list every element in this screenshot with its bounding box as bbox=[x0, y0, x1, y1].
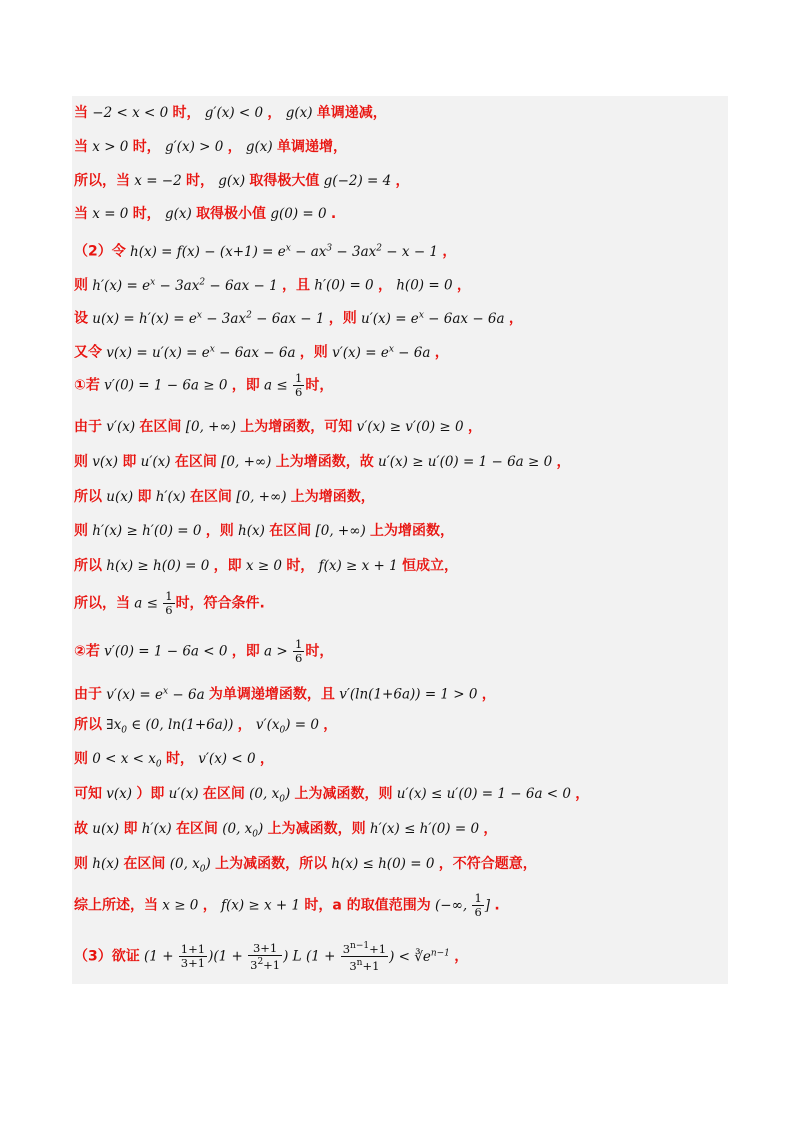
chinese-text: 由于 bbox=[74, 686, 102, 703]
fraction: $\frac{1}{6}$ bbox=[474, 891, 482, 919]
math-expression: $h(x) = f(x) - (x+1) = e^x - ax^3 - 3ax^2 - x - 1$ bbox=[125, 243, 443, 260]
chinese-text: 时， bbox=[172, 105, 201, 121]
solution-line bbox=[74, 414, 482, 440]
chinese-text: 由于 bbox=[74, 419, 102, 435]
chinese-text: 所以，当 bbox=[74, 173, 130, 189]
math-expression: h′(0) = 0 bbox=[309, 277, 378, 294]
chinese-text: 上为增函数，可知 bbox=[240, 419, 353, 435]
chinese-text: 为单调递增函数，且 bbox=[208, 686, 335, 703]
chinese-text: 取得极大值 bbox=[249, 173, 320, 189]
math-expression: x ≥ 0 bbox=[241, 558, 287, 574]
chinese-text: 时，符合条件. bbox=[175, 595, 265, 612]
math-expression: h′(x) bbox=[137, 821, 176, 837]
math-expression: g(x) bbox=[281, 105, 317, 121]
math-expression: v′(x) ≥ v′(0) ≥ 0 bbox=[352, 419, 468, 435]
solution-line bbox=[74, 235, 456, 261]
chinese-text: 则 bbox=[74, 454, 88, 470]
chinese-text: ①若 bbox=[74, 377, 100, 394]
solution-line bbox=[74, 892, 500, 918]
chinese-text: 即 bbox=[122, 454, 137, 470]
solution-line bbox=[74, 940, 469, 973]
chinese-text: 当 bbox=[74, 105, 88, 121]
math-expression: x = −2 bbox=[130, 173, 186, 189]
math-expression: x > 0 bbox=[88, 139, 133, 155]
math-expression: (0, $x_0$) bbox=[165, 856, 216, 875]
chinese-text: 在区间 bbox=[175, 821, 218, 837]
math-expression: v′(ln(1+6a)) = 1 > 0 bbox=[334, 686, 482, 703]
math-expression: u′(x) ≤ u′(0) = 1 − 6a < 0 bbox=[392, 786, 576, 802]
solution-line bbox=[74, 100, 387, 126]
math-expression: −2 < x < 0 bbox=[88, 105, 173, 121]
solution-line bbox=[74, 553, 458, 579]
solution-line bbox=[74, 781, 589, 807]
chinese-text: ， bbox=[259, 751, 274, 767]
chinese-text: 取得极小值 bbox=[196, 206, 267, 222]
math-expression: u′(x) bbox=[164, 786, 203, 802]
math-expression: (−∞, bbox=[430, 897, 472, 914]
fraction: $\frac{3^{n-1}+1}{3^n+1}$ bbox=[342, 941, 387, 973]
chinese-text: ， bbox=[377, 277, 392, 294]
chinese-text: ， bbox=[575, 786, 590, 802]
chinese-text: 设 bbox=[74, 310, 88, 327]
math-expression: [0, +∞) bbox=[216, 454, 276, 470]
chinese-text: ， bbox=[467, 419, 482, 435]
math-expression: [0, +∞) bbox=[311, 523, 371, 539]
math-expression: $v(x) = u'(x) = e^x - 6ax - 6a$ bbox=[102, 344, 300, 361]
math-expression: h(x) ≤ h(0) = 0 bbox=[327, 856, 439, 872]
chinese-text: 在区间 bbox=[269, 523, 312, 539]
math-expression: u′(x) bbox=[136, 454, 175, 470]
math-expression: [0, +∞) bbox=[231, 489, 291, 505]
solution-line bbox=[74, 484, 375, 510]
chinese-text: 单调递增， bbox=[276, 139, 347, 155]
chinese-text: （3）欲证 bbox=[74, 948, 140, 965]
math-expression: v(x) bbox=[88, 454, 123, 470]
chinese-text: ， bbox=[267, 105, 282, 121]
solution-line bbox=[74, 638, 333, 664]
solution-line bbox=[74, 712, 337, 738]
math-expression: a ≤ bbox=[130, 595, 163, 612]
chinese-text: 即 bbox=[123, 821, 138, 837]
chinese-text: 综上所述，当 bbox=[74, 897, 158, 914]
math-expression: u′(x) ≥ u′(0) = 1 − 6a ≥ 0 bbox=[373, 454, 557, 470]
solution-line bbox=[74, 590, 265, 616]
solution-line bbox=[74, 201, 336, 227]
chinese-text: 在区间 bbox=[189, 489, 232, 505]
chinese-text: 所以 bbox=[74, 717, 102, 733]
solution-line bbox=[74, 269, 471, 295]
chinese-text: 则 bbox=[74, 751, 88, 767]
chinese-text: 上为增函数， bbox=[370, 523, 455, 539]
solution-line bbox=[74, 168, 410, 194]
chinese-text: ， bbox=[508, 310, 523, 327]
math-expression: h′(x) ≤ h′(0) = 0 bbox=[365, 821, 484, 837]
chinese-text: ， bbox=[456, 277, 471, 294]
math-expression: [0, +∞) bbox=[181, 419, 241, 435]
solution-line bbox=[74, 816, 497, 842]
math-expression: v′(x) bbox=[102, 419, 140, 435]
chinese-text: ， bbox=[395, 173, 410, 189]
math-expression: $h'(x) = e^x - 3ax^2 - 6ax - 1$ bbox=[88, 277, 282, 294]
solution-line bbox=[74, 372, 333, 398]
chinese-text: 上为增函数， bbox=[290, 489, 375, 505]
chinese-text: 所以 bbox=[74, 489, 102, 505]
chinese-text: . bbox=[330, 206, 337, 222]
math-expression: v′(x) < 0 bbox=[193, 751, 260, 767]
math-expression: (1 + bbox=[139, 948, 178, 965]
chinese-text: ，不符合题意， bbox=[438, 856, 537, 872]
chinese-text: 在区间 bbox=[174, 454, 217, 470]
chinese-text: ， bbox=[434, 344, 449, 361]
chinese-text: . bbox=[494, 897, 500, 914]
chinese-text: 恒成立， bbox=[402, 558, 459, 574]
chinese-text: ）即 bbox=[136, 786, 165, 802]
math-expression: h′(x) bbox=[151, 489, 190, 505]
solution-line bbox=[74, 302, 523, 328]
chinese-text: 时， bbox=[286, 558, 315, 574]
chinese-text: ， bbox=[454, 948, 469, 965]
math-expression: f(x) ≥ x + 1 bbox=[216, 897, 305, 914]
chinese-text: ， bbox=[442, 243, 457, 260]
math-expression: $u(x) = h'(x) = e^x - 3ax^2 - 6ax - 1$ bbox=[88, 310, 329, 327]
chinese-text: 单调递减， bbox=[316, 105, 387, 121]
chinese-text: 在区间 bbox=[139, 419, 182, 435]
math-expression: g′(x) < 0 bbox=[200, 105, 268, 121]
chinese-text: ， bbox=[481, 686, 496, 703]
math-expression: u(x) bbox=[102, 489, 138, 505]
chinese-text: 则 bbox=[74, 856, 88, 872]
math-expression: g(x) bbox=[241, 139, 277, 155]
chinese-text: 时， bbox=[132, 206, 161, 222]
chinese-text: 又令 bbox=[74, 344, 102, 361]
chinese-text: 上为增函数，故 bbox=[275, 454, 374, 470]
math-expression: v′(0) = 1 − 6a ≥ 0 bbox=[99, 377, 232, 394]
math-expression: $\exists x_0$ ∈ (0, ln(1+6a)) bbox=[102, 717, 238, 736]
chinese-text: 故 bbox=[74, 821, 88, 837]
math-expression: h(x) bbox=[88, 856, 124, 872]
chinese-text: ，即 bbox=[231, 643, 260, 660]
chinese-text: 时， bbox=[132, 139, 161, 155]
chinese-text: ， bbox=[227, 139, 242, 155]
chinese-text: 上为减函数，所以 bbox=[215, 856, 328, 872]
chinese-text: 时， bbox=[186, 173, 214, 189]
chinese-text: ， bbox=[556, 454, 571, 470]
solution-line bbox=[74, 518, 454, 544]
math-expression: g(0) = 0 bbox=[266, 206, 331, 222]
chinese-text: ②若 bbox=[74, 643, 100, 660]
fraction: $\frac{1+1}{3+1}$ bbox=[180, 942, 206, 970]
math-expression: ) < $∛e^{n-1}$ bbox=[389, 948, 450, 965]
fraction: $\frac{1}{6}$ bbox=[295, 637, 303, 665]
chinese-text: 当 bbox=[74, 139, 88, 155]
math-expression: )(1 + bbox=[208, 948, 248, 965]
chinese-text: ， bbox=[237, 717, 252, 733]
chinese-text: 可知 bbox=[74, 786, 102, 802]
fraction: $\frac{1}{6}$ bbox=[295, 371, 303, 399]
fraction: $\frac{3+1}{3^2+1}$ bbox=[250, 940, 281, 972]
math-expression: g(x) bbox=[214, 173, 250, 189]
math-expression: (0, $x_0$) bbox=[217, 821, 268, 840]
solution-line bbox=[74, 678, 496, 704]
math-expression: h(0) = 0 bbox=[391, 277, 457, 294]
fraction: $\frac{1}{6}$ bbox=[165, 589, 173, 617]
solution-line bbox=[74, 851, 537, 877]
chinese-text: 所以 bbox=[74, 558, 102, 574]
math-expression: v(x) bbox=[102, 786, 137, 802]
chinese-text: ， bbox=[483, 821, 498, 837]
math-expression: $v'(x) = e^x - 6a$ bbox=[327, 344, 435, 361]
math-expression: h(x) ≥ h(0) = 0 bbox=[102, 558, 214, 574]
chinese-text: 时， bbox=[305, 643, 334, 660]
chinese-text: 则 bbox=[74, 523, 88, 539]
math-expression: x = 0 bbox=[88, 206, 133, 222]
chinese-text: 则 bbox=[74, 277, 88, 294]
chinese-text: ，即 bbox=[213, 558, 242, 574]
math-expression: $u'(x) = e^x - 6ax - 6a$ bbox=[356, 310, 509, 327]
chinese-text: ，则 bbox=[328, 310, 357, 327]
math-expression: ) L (1 + bbox=[283, 948, 340, 965]
math-expression: g(x) bbox=[160, 206, 197, 222]
math-expression: (0, $x_0$) bbox=[244, 786, 295, 805]
math-expression: a ≤ bbox=[259, 377, 292, 394]
chinese-text: ， bbox=[323, 717, 338, 733]
math-expression: $0 < x < x_0$ bbox=[88, 751, 162, 770]
math-expression: ] bbox=[484, 897, 495, 914]
chinese-text: 即 bbox=[137, 489, 152, 505]
math-expression: $v'(x_0) = 0$ bbox=[251, 717, 324, 736]
chinese-text: 时， bbox=[305, 377, 334, 394]
chinese-text: 上为减函数，则 bbox=[294, 786, 393, 802]
chinese-text: ，即 bbox=[231, 377, 260, 394]
math-expression: u(x) bbox=[88, 821, 124, 837]
math-expression: g′(x) > 0 bbox=[160, 139, 228, 155]
math-expression: g(−2) = 4 bbox=[319, 173, 396, 189]
solution-line bbox=[74, 449, 570, 475]
chinese-text: 时， bbox=[165, 751, 194, 767]
math-expression: h(x) bbox=[233, 523, 270, 539]
math-expression: h′(x) ≥ h′(0) = 0 bbox=[88, 523, 206, 539]
solution-line bbox=[74, 134, 347, 160]
chinese-text: 所以，当 bbox=[74, 595, 130, 612]
math-expression: f(x) ≥ x + 1 bbox=[314, 558, 403, 574]
chinese-text: ，则 bbox=[205, 523, 234, 539]
math-expression: v′(0) = 1 − 6a < 0 bbox=[99, 643, 232, 660]
chinese-text: 上为减函数，则 bbox=[267, 821, 366, 837]
chinese-text: ， bbox=[202, 897, 217, 914]
solution-line bbox=[74, 746, 274, 772]
chinese-text: 当 bbox=[74, 206, 88, 222]
math-expression: $v'(x) = e^x - 6a$ bbox=[102, 686, 209, 703]
math-expression: a > bbox=[259, 643, 292, 660]
solution-line bbox=[74, 336, 449, 362]
chinese-text: ，则 bbox=[299, 344, 328, 361]
chinese-text: ，且 bbox=[281, 277, 310, 294]
chinese-text: 时，a 的取值范围为 bbox=[304, 897, 431, 914]
math-expression: x ≥ 0 bbox=[158, 897, 203, 914]
chinese-text: （2）令 bbox=[74, 243, 126, 260]
chinese-text: 在区间 bbox=[123, 856, 166, 872]
chinese-text: 在区间 bbox=[202, 786, 245, 802]
